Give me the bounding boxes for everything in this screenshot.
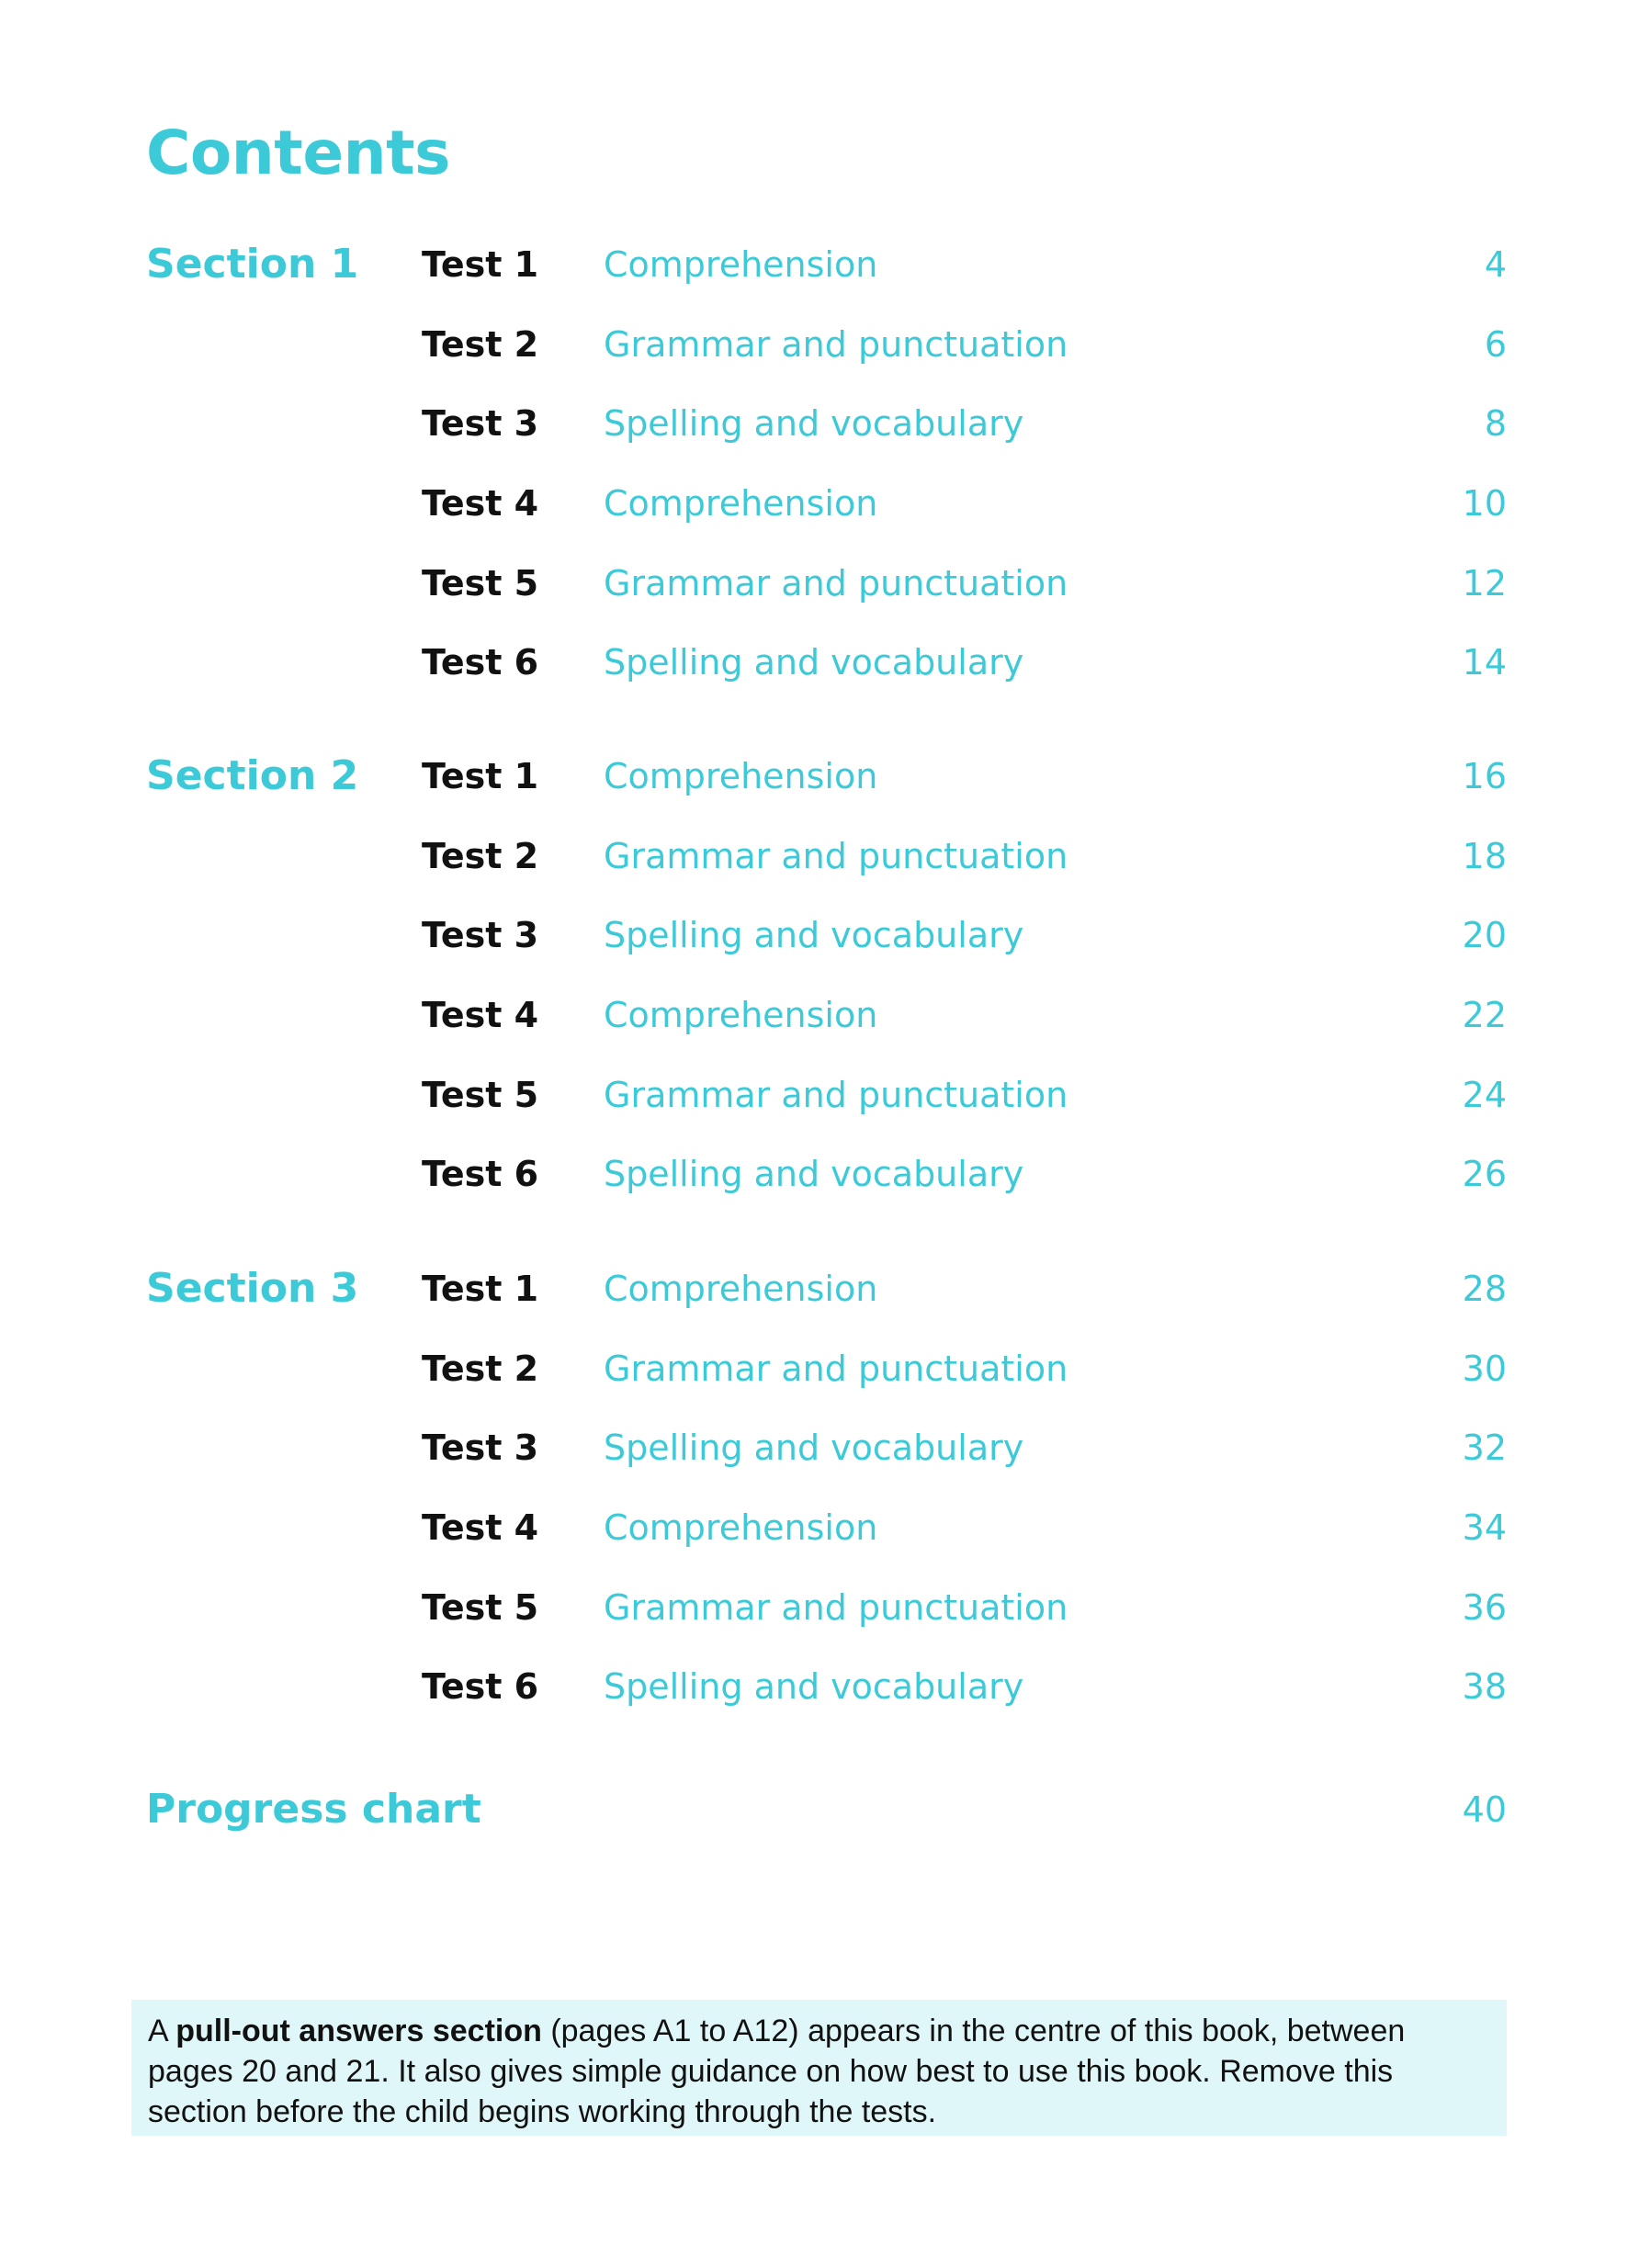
topic-link[interactable]: Spelling and vocabulary: [604, 1666, 1024, 1707]
toc-row: [0, 1504, 1639, 1551]
page-number: 24: [1462, 1075, 1507, 1115]
topic-link[interactable]: Grammar and punctuation: [604, 563, 1068, 604]
answers-note: [131, 2000, 1507, 2136]
test-label: Test 3: [422, 1427, 539, 1468]
toc-row: [0, 1071, 1639, 1119]
topic-link[interactable]: Comprehension: [604, 1269, 878, 1309]
toc-row: [0, 480, 1639, 527]
toc-row: [0, 559, 1639, 607]
topic-link[interactable]: Grammar and punctuation: [604, 324, 1068, 365]
test-label: Test 4: [422, 483, 539, 524]
test-label: Test 2: [422, 1348, 539, 1389]
topic-link[interactable]: Comprehension: [604, 756, 878, 796]
page-number: 12: [1462, 563, 1507, 604]
page-number: 22: [1462, 995, 1507, 1035]
topic-link[interactable]: Spelling and vocabulary: [604, 915, 1024, 955]
note-prefix: A: [148, 2014, 176, 2048]
test-label: Test 2: [422, 324, 539, 365]
section-label: Section 3: [146, 1265, 359, 1312]
topic-link[interactable]: Spelling and vocabulary: [604, 1427, 1024, 1468]
toc-row: [0, 1663, 1639, 1710]
toc-row: [0, 911, 1639, 959]
test-label: Test 5: [422, 1075, 539, 1115]
test-label: Test 3: [422, 915, 539, 955]
progress-chart-row: [0, 1786, 1639, 1834]
page-number: 32: [1462, 1427, 1507, 1468]
topic-link[interactable]: Spelling and vocabulary: [604, 642, 1024, 683]
page-title: Contents: [146, 118, 450, 188]
note-text: (pages A1 to A12) appears in the centre of this book, between pages 20 and 21. It also gives simple guidance on how best to use this book. Remove this section before the child begins working through the tests.: [148, 2014, 1406, 2129]
test-label: Test 6: [422, 642, 539, 683]
page-number: 10: [1462, 483, 1507, 524]
note-bold: pull-out answers section: [175, 2014, 542, 2048]
progress-chart-link[interactable]: Progress chart: [146, 1786, 481, 1833]
page-number: 18: [1462, 836, 1507, 876]
toc-row: [0, 1424, 1639, 1472]
topic-link[interactable]: Comprehension: [604, 995, 878, 1035]
test-label: Test 3: [422, 403, 539, 444]
topic-link[interactable]: Comprehension: [604, 1507, 878, 1548]
page-number: 34: [1462, 1507, 1507, 1548]
toc-row: [0, 1150, 1639, 1198]
toc-row: [0, 638, 1639, 686]
test-label: Test 1: [422, 244, 539, 285]
topic-link[interactable]: Grammar and punctuation: [604, 1075, 1068, 1115]
topic-link[interactable]: Spelling and vocabulary: [604, 1154, 1024, 1194]
test-label: Test 1: [422, 1269, 539, 1309]
page-number: 14: [1462, 642, 1507, 683]
section-label: Section 1: [146, 241, 359, 288]
toc-row: [0, 1584, 1639, 1631]
topic-link[interactable]: Comprehension: [604, 483, 878, 524]
page-number: 36: [1462, 1587, 1507, 1628]
section-label: Section 2: [146, 752, 359, 799]
toc-row: [0, 991, 1639, 1039]
test-label: Test 1: [422, 756, 539, 796]
test-label: Test 5: [422, 1587, 539, 1628]
test-label: Test 5: [422, 563, 539, 604]
topic-link[interactable]: Grammar and punctuation: [604, 836, 1068, 876]
page-number: 28: [1462, 1269, 1507, 1309]
page-number: 4: [1484, 244, 1507, 285]
test-label: Test 4: [422, 995, 539, 1035]
page-number: 26: [1462, 1154, 1507, 1194]
topic-link[interactable]: Grammar and punctuation: [604, 1348, 1068, 1389]
page-number: 40: [1462, 1789, 1507, 1830]
topic-link[interactable]: Comprehension: [604, 244, 878, 285]
toc-row: [0, 400, 1639, 447]
toc-row: [0, 1345, 1639, 1393]
page-number: 16: [1462, 756, 1507, 796]
page-number: 38: [1462, 1666, 1507, 1707]
test-label: Test 4: [422, 1507, 539, 1548]
page-number: 30: [1462, 1348, 1507, 1389]
topic-link[interactable]: Spelling and vocabulary: [604, 403, 1024, 444]
toc-row: [0, 1265, 1639, 1313]
toc-row: [0, 752, 1639, 800]
page-number: 20: [1462, 915, 1507, 955]
test-label: Test 2: [422, 836, 539, 876]
topic-link[interactable]: Grammar and punctuation: [604, 1587, 1068, 1628]
page-number: 8: [1484, 403, 1507, 444]
toc-row: [0, 321, 1639, 368]
toc-row: [0, 832, 1639, 880]
test-label: Test 6: [422, 1154, 539, 1194]
page-number: 6: [1484, 324, 1507, 365]
toc-row: [0, 241, 1639, 288]
test-label: Test 6: [422, 1666, 539, 1707]
